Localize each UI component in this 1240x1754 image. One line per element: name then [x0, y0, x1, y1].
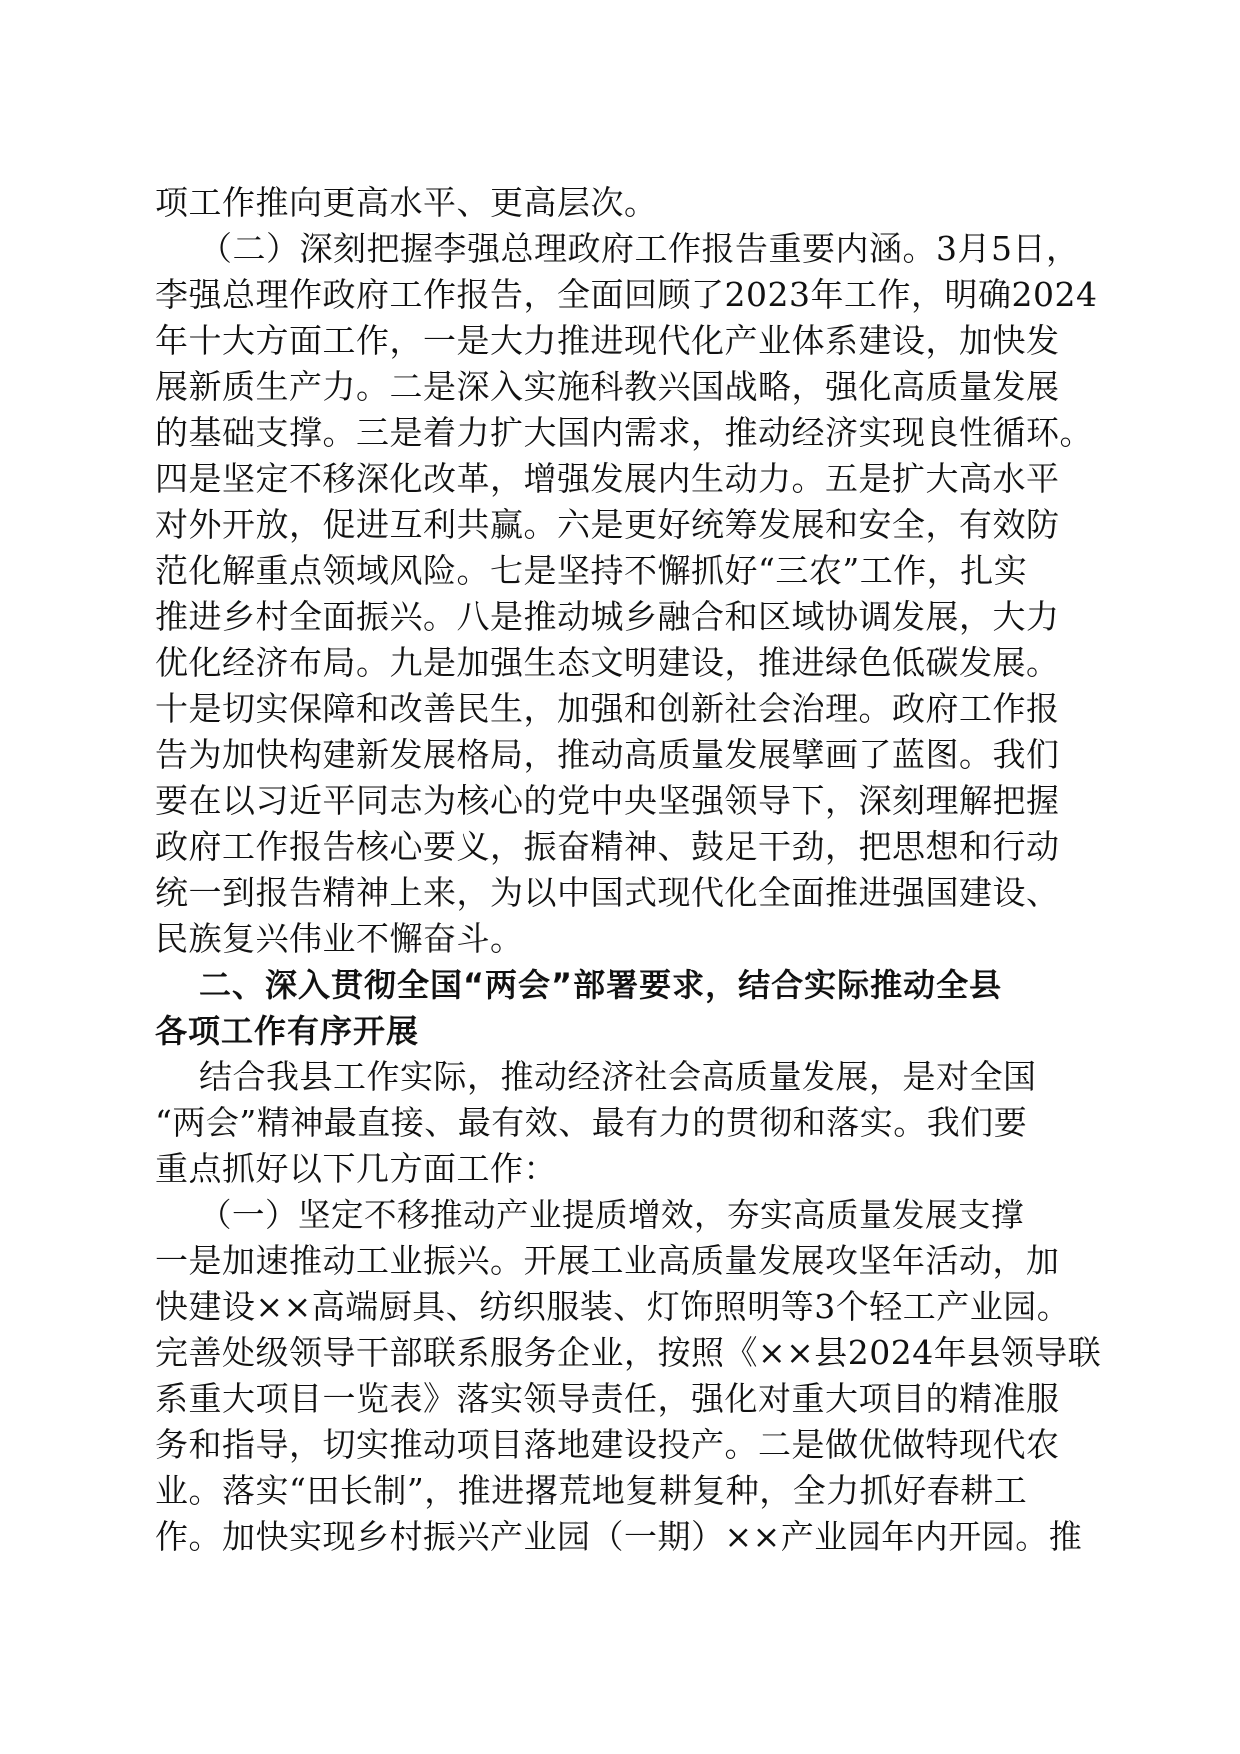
text-line: 务和指导，切实推动项目落地建设投产。二是做优做特现代农 — [155, 1425, 1060, 1464]
section-subheading: （一）坚定不移推动产业提质增效，夯实高质量发展支撑 — [199, 1196, 1025, 1234]
text-line: 民族复兴伟业不懈奋斗。 — [155, 919, 524, 958]
text-line: 范化解重点领域风险。七是坚持不懈抓好“三农”工作，扎实 — [155, 551, 1028, 590]
section-heading-continued: 各项工作有序开展 — [155, 1012, 420, 1050]
text-line: 优化经济布局。九是加强生态文明建设，推进绿色低碳发展。 — [155, 643, 1060, 682]
text-line: 对外开放，促进互利共赢。六是更好统筹发展和安全，有效防 — [155, 505, 1060, 544]
text-line: 要在以习近平同志为核心的党中央坚强领导下，深刻理解把握 — [155, 781, 1060, 820]
text-line: 快建设××高端厨具、纺织服装、灯饰照明等3个轻工产业园。 — [155, 1287, 1071, 1326]
text-line: 告为加快构建新发展格局，推动高质量发展擘画了蓝图。我们 — [155, 735, 1060, 774]
text-line: 政府工作报告核心要义，振奋精神、鼓足干劲，把思想和行动 — [155, 827, 1060, 866]
text-line: 的基础支撑。三是着力扩大国内需求，推动经济实现良性循环。 — [155, 413, 1093, 452]
text-line: 完善处级领导干部联系服务企业，按照《××县2024年县领导联 — [155, 1333, 1102, 1372]
text-line: 年十大方面工作，一是大力推进现代化产业体系建设，加快发 — [155, 321, 1060, 360]
text-line: 展新质生产力。二是深入实施科教兴国战略，强化高质量发展 — [155, 367, 1060, 406]
text-line: 统一到报告精神上来，为以中国式现代化全面推进强国建设、 — [155, 873, 1060, 912]
text-line: 重点抓好以下几方面工作： — [155, 1149, 557, 1188]
text-line: 推进乡村全面振兴。八是推动城乡融合和区域协调发展，大力 — [155, 597, 1060, 636]
text-line: 李强总理作政府工作报告，全面回顾了2023年工作，明确2024 — [155, 275, 1098, 314]
text-line: 作。加快实现乡村振兴产业园（一期）××产业园年内开园。推 — [155, 1517, 1083, 1556]
section-heading: 二、深入贯彻全国“两会”部署要求，结合实际推动全县 — [199, 966, 1003, 1004]
text-line: 结合我县工作实际，推动经济社会高质量发展，是对全国 — [199, 1057, 1037, 1096]
text-line: 系重大项目一览表》落实领导责任，强化对重大项目的精准服 — [155, 1379, 1060, 1418]
text-line: 项工作推向更高水平、更高层次。 — [155, 183, 658, 222]
section-subheading: （二）深刻把握李强总理政府工作报告重要内涵。3月5日， — [199, 229, 1080, 268]
text-line: “两会”精神最直接、最有效、最有力的贯彻和落实。我们要 — [155, 1103, 1028, 1142]
text-line: 一是加速推动工业振兴。开展工业高质量发展攻坚年活动，加 — [155, 1241, 1060, 1280]
text-line: 业。落实“田长制”，推进撂荒地复耕复种，全力抓好春耕工 — [155, 1471, 1028, 1510]
text-line: 十是切实保障和改善民生，加强和创新社会治理。政府工作报 — [155, 689, 1060, 728]
text-line: 四是坚定不移深化改革，增强发展内生动力。五是扩大高水平 — [155, 459, 1060, 498]
